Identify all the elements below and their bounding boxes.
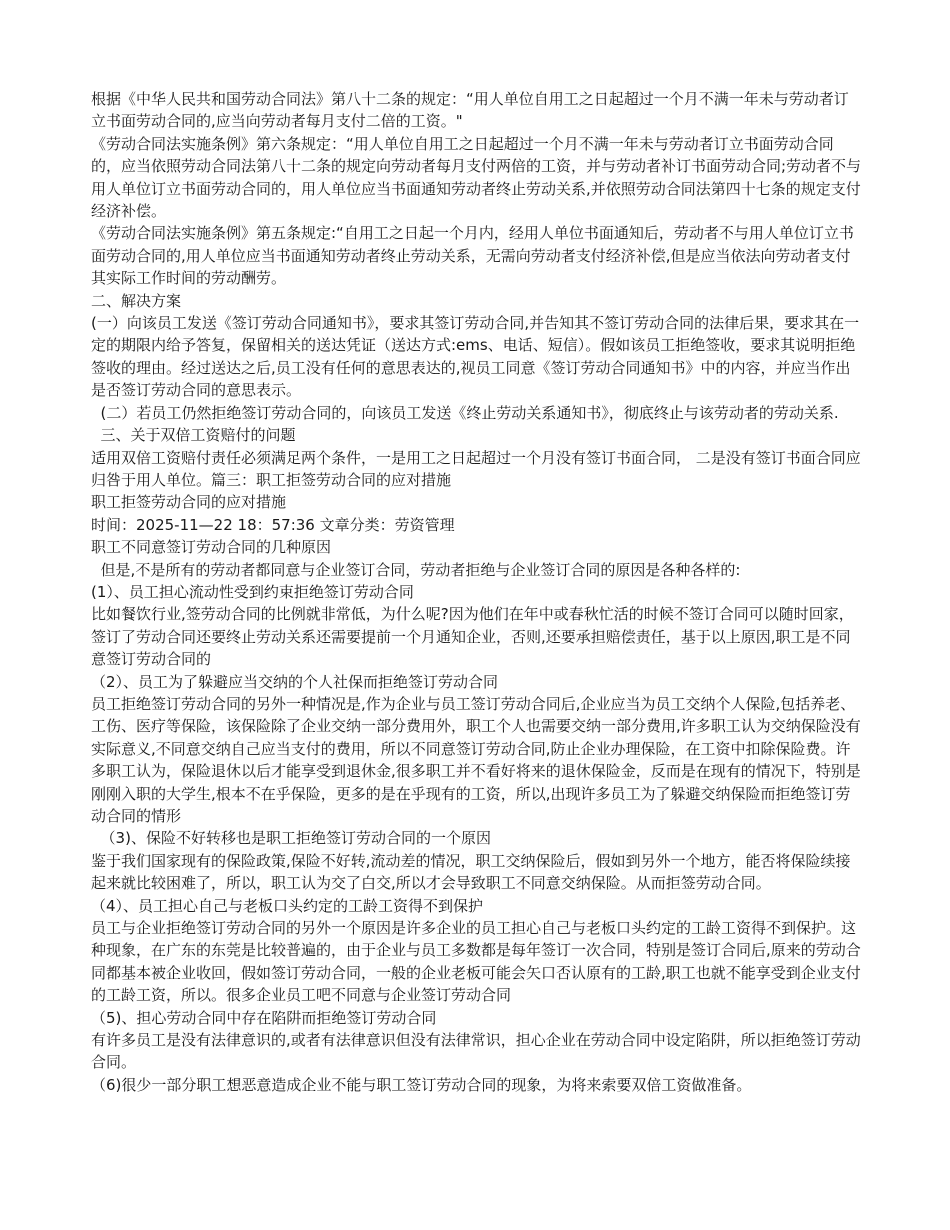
- section-heading-reasons: 职工不同意签订劳动合同的几种原因: [91, 538, 332, 557]
- reason-body-2: 员工拒绝签订劳动合同的另外一种情况是,作为企业与员工签订劳动合同后,企业应当为员工交纳个人保险,包括养老、工伤、医疗等保险，该保险除了企业交纳一部分费用外，职工个人也需要交纳一部分费用,许多职工认为交纳保险没有实际意义,不同意交纳自己应当支付的费用，所以不同意签订劳动合同,防止企业办理保险，在工资中扣除保险费。许多职工认为，保险退休以后才能享受到退休金,很多职工并不看好将来的退休保险金，反而是在现有的情况下，特别是刚刚入职的大学生,根本不在乎保险，更多的是在乎现有的工资，所以,出现许多员工为了躲避交纳保险而拒绝签订劳动合同的情形: [91, 694, 861, 825]
- paragraph-art5: 《劳动合同法实施条例》第五条规定:“自用工之日起一个月内，经用人单位书面通知后，劳动者不与用人单位订立书面劳动合同的,用人单位应当书面通知劳动者终止劳动关系，无需向劳动者支付经济补偿,但是应当依法向劳动者支付其实际工作时间的劳动酬劳。: [91, 224, 854, 288]
- reason-body-1: 比如餐饮行业,签劳动合同的比例就非常低，为什么呢?因为他们在年中或春秋忙活的时候不签订合同可以随时回家，签订了劳动合同还要终止劳动关系还需要提前一个月通知企业，否则,还要承担赔偿责任，基于以上原因,职工是不同意签订劳动合同的: [91, 605, 854, 669]
- paragraph-solution-2: (二）若员工仍然拒绝签订劳动合同的，向该员工发送《终止劳动关系通知书》，彻底终止与该劳动者的劳动关系.: [91, 403, 839, 422]
- reason-heading-2: （2）、员工为了躲避应当交纳的个人社保而拒绝签订劳动合同: [91, 672, 499, 691]
- section-heading-solution: 二、解决方案: [91, 291, 182, 310]
- reason-body-3: 鉴于我们国家现有的保险政策,保险不好转,流动差的情况，职工交纳保险后，假如到另外一个地方，能否将保险续接起来就比较困难了，所以，职工认为交了白交,所以才会导致职工不同意交纳保险。从而拒签劳动合同。: [91, 851, 851, 893]
- reason-heading-4: （4）、员工担心自己与老板口头约定的工龄工资得不到保护: [91, 896, 484, 915]
- paragraph-double-wage: 适用双倍工资赔付责任必须满足两个条件，一是用工之日起超过一个月没有签订书面合同， 二是没有签订书面合同应归咎于用人单位。篇三：职工拒签劳动合同的应对措施: [91, 448, 861, 489]
- reason-heading-1: (1）、员工担心流动性受到约束拒绝签订劳动合同: [91, 582, 414, 601]
- reason-6: （6)很少一部分职工想恶意造成企业不能与职工签订劳动合同的现象，为将来索要双倍工资做准备。: [91, 1075, 752, 1094]
- section-heading-double-wage: 三、关于双倍工资赔付的问题: [91, 426, 296, 445]
- reason-body-5: 有许多员工是没有法律意识的,或者有法律意识但没有法律常识，担心企业在劳动合同中设定陷阱，所以拒绝签订劳动合同。: [91, 1031, 861, 1072]
- article-meta: 时间：2025-11—22 18：57:36 文章分类：劳资管理: [91, 515, 455, 534]
- paragraph-art6: 《劳动合同法实施条例》第六条规定：“用人单位自用工之日起超过一个月不满一年未与劳动者订立书面劳动合同的，应当依照劳动合同法第八十二条的规定向劳动者每月支付两倍的工资，并与劳动者补订书面劳动合同;劳动者不与用人单位订立书面劳动合同的，用人单位应当书面通知劳动者终止劳动关系,并依照劳动合同法第四十七条的规定支付经济补偿。: [91, 134, 862, 221]
- paragraph-reasons-intro: 但是,不是所有的劳动者都同意与企业签订合同，劳动者拒绝与企业签订合同的原因是各种各样的:: [91, 560, 741, 579]
- paragraph-art82: 根据《中华人民共和国劳动合同法》第八十二条的规定：“用人单位自用工之日起超过一个月不满一年未与劳动者订立书面劳动合同的,应当向劳动者每月支付二倍的工资。": [91, 90, 849, 131]
- reason-heading-3: （3)、保险不好转移也是职工拒绝签订劳动合同的一个原因: [91, 829, 491, 848]
- reason-heading-5: （5)、担心劳动合同中存在陷阱而拒绝签订劳动合同: [91, 1008, 437, 1027]
- article-title: 职工拒签劳动合同的应对措施: [91, 493, 287, 512]
- paragraph-solution-1: (一）向该员工发送《签订劳动合同通知书》，要求其签订劳动合同,并告知其不签订劳动合同的法律后果，要求其在一定的期限内给予答复，保留相关的送达凭证（送达方式:ems、电话、短信）。假如该员工拒绝签收，要求其说明拒绝签收的理由。经过送达之后,员工没有任何的意思表达的,视员工同意《签订劳动合同通知书》中的内容，并应当作出是否签订劳动合同的意思表示。: [91, 314, 860, 400]
- reason-body-4: 员工与企业拒绝签订劳动合同的另外一个原因是许多企业的员工担心自己与老板口头约定的工龄工资得不到保护。这种现象，在广东的东莞是比较普遍的，由于企业与员工多数都是每年签订一次合同，特别是签订合同后,原来的劳动合同都基本被企业收回，假如签订劳动合同，一般的企业老板可能会矢口否认原有的工龄,职工也就不能享受到企业支付的工龄工资，所以。很多企业员工吧不同意与企业签订劳动合同: [91, 919, 861, 1005]
